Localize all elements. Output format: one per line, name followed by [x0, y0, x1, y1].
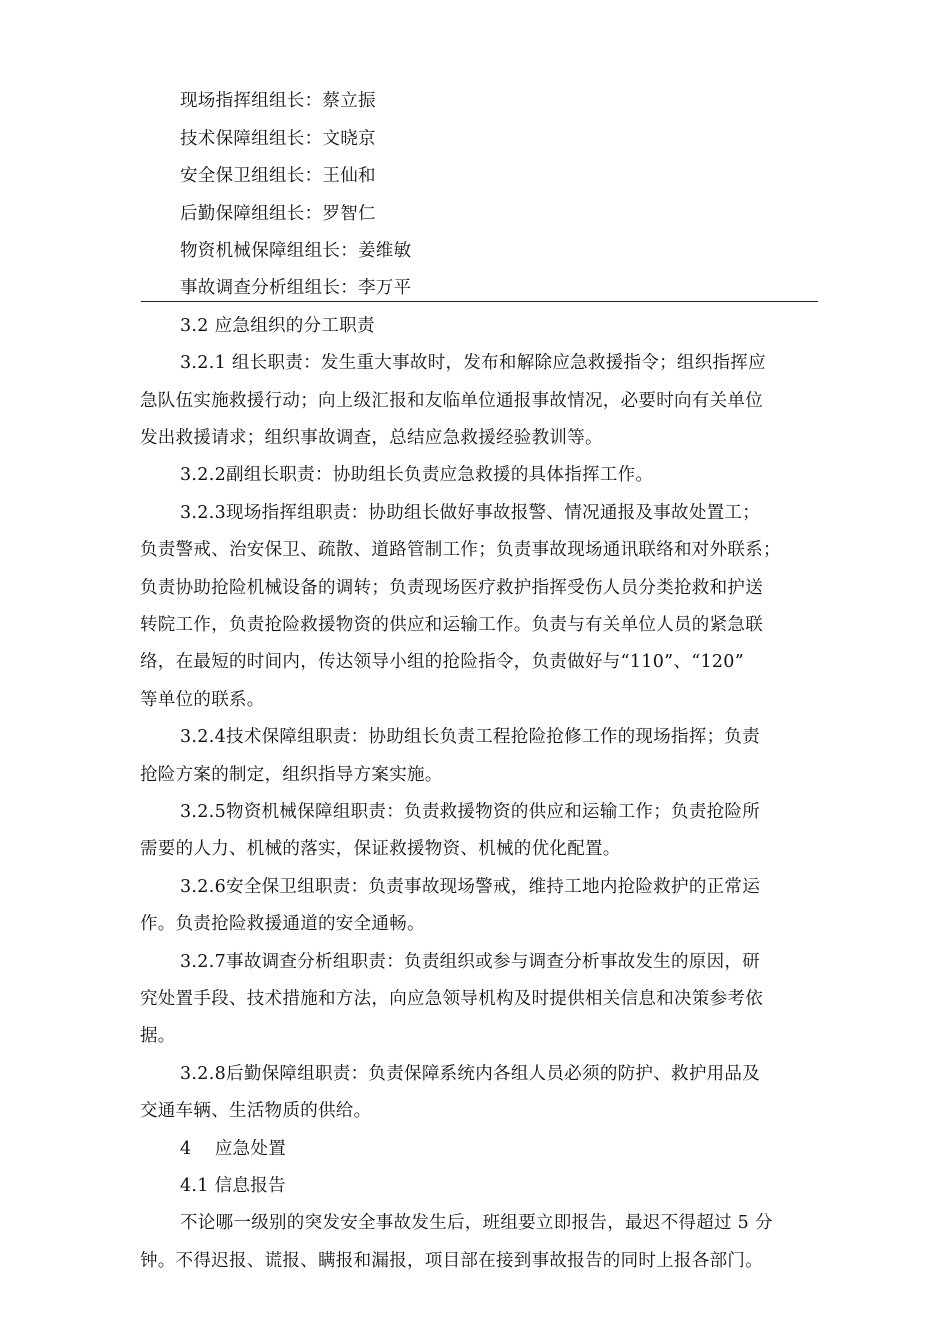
- paragraph-line: 负责协助抢险机械设备的调转；负责现场医疗救护指挥受伤人员分类抢救和护送: [140, 578, 763, 598]
- paragraph-line: 3.2.3现场指挥组职责：协助组长做好事故报警、情况通报及事故处置工；: [180, 503, 761, 523]
- leader-line: 技术保障组组长：文晓京: [180, 129, 376, 149]
- leader-line: 现场指挥组组长：蔡立振: [180, 91, 376, 111]
- paragraph-line: 需要的人力、机械的落实，保证救援物资、机械的优化配置。: [140, 839, 621, 859]
- paragraph-line: 3.2.5物资机械保障组职责：负责救援物资的供应和运输工作；负责抢险所: [180, 802, 761, 822]
- paragraph-line: 负责警戒、治安保卫、疏散、道路管制工作；负责事故现场通讯联络和对外联系；: [140, 540, 781, 560]
- paragraph-line: 络，在最短的时间内，传达领导小组的抢险指令，负责做好与“110”、“120”: [140, 652, 744, 672]
- paragraph-line: 抢险方案的制定，组织指导方案实施。: [140, 765, 443, 785]
- paragraph-line: 3.2.4技术保障组职责：协助组长负责工程抢险抢修工作的现场指挥；负责: [180, 727, 761, 747]
- paragraph-line: 究处置手段、技术措施和方法，向应急领导机构及时提供相关信息和决策参考依: [140, 989, 763, 1009]
- paragraph-line: 不论哪一级别的突发安全事故发生后，班组要立即报告，最迟不得超过 5 分: [180, 1213, 773, 1233]
- paragraph-line: 3.2.8后勤保障组职责：负责保障系统内各组人员必须的防护、救护用品及: [180, 1064, 761, 1084]
- paragraph-line: 急队伍实施救援行动；向上级汇报和友临单位通报事故情况，必要时向有关单位: [140, 391, 763, 411]
- paragraph-line: 3.2.6安全保卫组职责：负责事故现场警戒，维持工地内抢险救护的正常运: [180, 877, 761, 897]
- section-heading: 4 应急处置: [180, 1139, 287, 1159]
- paragraph-line: 3.2.2副组长职责：协助组长负责应急救援的具体指挥工作。: [180, 465, 654, 485]
- paragraph-line: 钟。不得迟报、谎报、瞒报和漏报，项目部在接到事故报告的同时上报各部门。: [140, 1251, 763, 1271]
- paragraph-line: 转院工作，负责抢险救援物资的供应和运输工作。负责与有关单位人员的紧急联: [140, 615, 763, 635]
- paragraph-line: 发出救援请求；组织事故调查，总结应急救援经验教训等。: [140, 428, 603, 448]
- paragraph-line: 据。: [140, 1026, 176, 1046]
- section-heading: 3.2 应急组织的分工职责: [180, 316, 375, 336]
- paragraph-line: 3.2.1 组长职责：发生重大事故时，发布和解除应急救援指令；组织指挥应: [180, 353, 766, 373]
- leader-line: 物资机械保障组组长：姜维敏: [180, 241, 412, 261]
- paragraph-line: 交通车辆、生活物质的供给。: [140, 1101, 372, 1121]
- leader-line: 后勤保障组组长：罗智仁: [180, 204, 376, 224]
- paragraph-line: 等单位的联系。: [140, 690, 265, 710]
- leader-line: 安全保卫组组长：王仙和: [180, 166, 376, 186]
- leader-line: 事故调查分析组组长：李万平: [180, 278, 412, 298]
- horizontal-rule: [141, 301, 818, 302]
- paragraph-line: 作。负责抢险救援通道的安全通畅。: [140, 914, 425, 934]
- paragraph-line: 3.2.7事故调查分析组职责：负责组织或参与调查分析事故发生的原因，研: [180, 952, 761, 972]
- section-subheading: 4.1 信息报告: [180, 1176, 286, 1196]
